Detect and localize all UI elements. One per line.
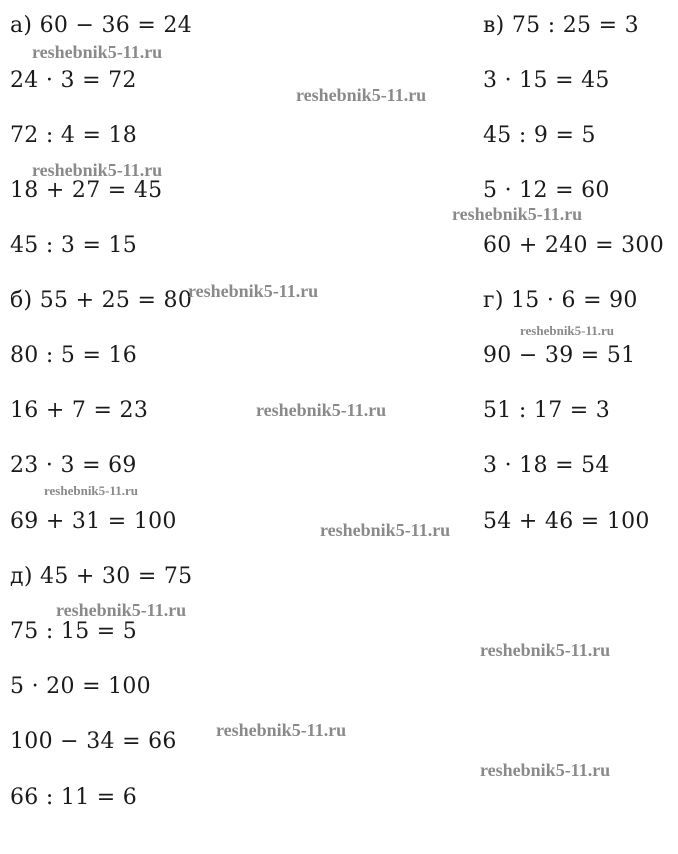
equation-d-4: 100 − 34 = 66 — [10, 729, 177, 754]
watermark: reshebnik5-11.ru — [188, 281, 319, 301]
equation-v-2: 3 · 15 = 45 — [483, 68, 610, 93]
equation-d-5: 66 : 11 = 6 — [10, 785, 138, 810]
equation-v-5: 60 + 240 = 300 — [483, 233, 665, 258]
watermark: reshebnik5-11.ru — [452, 204, 583, 224]
equation-a-5: 45 : 3 = 15 — [10, 233, 138, 258]
equation-g-4: 3 · 18 = 54 — [483, 453, 610, 478]
watermark: reshebnik5-11.ru — [256, 400, 387, 420]
equation-b-4: 23 · 3 = 69 — [10, 453, 137, 478]
equation-b-5: 69 + 31 = 100 — [10, 509, 177, 534]
watermark: reshebnik5-11.ru — [480, 640, 611, 660]
equation-g-2: 90 − 39 = 51 — [483, 343, 636, 368]
equation-d-3: 5 · 20 = 100 — [10, 674, 151, 699]
equation-a-3: 72 : 4 = 18 — [10, 123, 138, 148]
equation-g-3: 51 : 17 = 3 — [483, 398, 611, 423]
watermark: reshebnik5-11.ru — [32, 160, 163, 180]
watermark: reshebnik5-11.ru — [56, 600, 187, 620]
equation-a-2: 24 · 3 = 72 — [10, 68, 137, 93]
watermark: reshebnik5-11.ru — [520, 323, 615, 338]
equation-v-3: 45 : 9 = 5 — [483, 123, 596, 148]
watermark: reshebnik5-11.ru — [320, 520, 451, 540]
equation-a-1: а) 60 − 36 = 24 — [10, 13, 193, 38]
watermark: reshebnik5-11.ru — [44, 483, 139, 498]
equation-d-1: д) 45 + 30 = 75 — [10, 564, 193, 589]
equation-d-2: 75 : 15 = 5 — [10, 619, 138, 644]
equation-b-1: б) 55 + 25 = 80 — [10, 288, 193, 313]
watermark: reshebnik5-11.ru — [296, 85, 427, 105]
equation-a-4: 18 + 27 = 45 — [10, 178, 163, 203]
equation-g-1: г) 15 · 6 = 90 — [483, 288, 638, 313]
equation-g-5: 54 + 46 = 100 — [483, 509, 650, 534]
watermark: reshebnik5-11.ru — [216, 720, 347, 740]
watermark: reshebnik5-11.ru — [480, 760, 611, 780]
equation-b-2: 80 : 5 = 16 — [10, 343, 138, 368]
equation-b-3: 16 + 7 = 23 — [10, 398, 149, 423]
equation-v-1: в) 75 : 25 = 3 — [483, 13, 639, 38]
equation-v-4: 5 · 12 = 60 — [483, 178, 610, 203]
watermark: reshebnik5-11.ru — [32, 42, 163, 62]
